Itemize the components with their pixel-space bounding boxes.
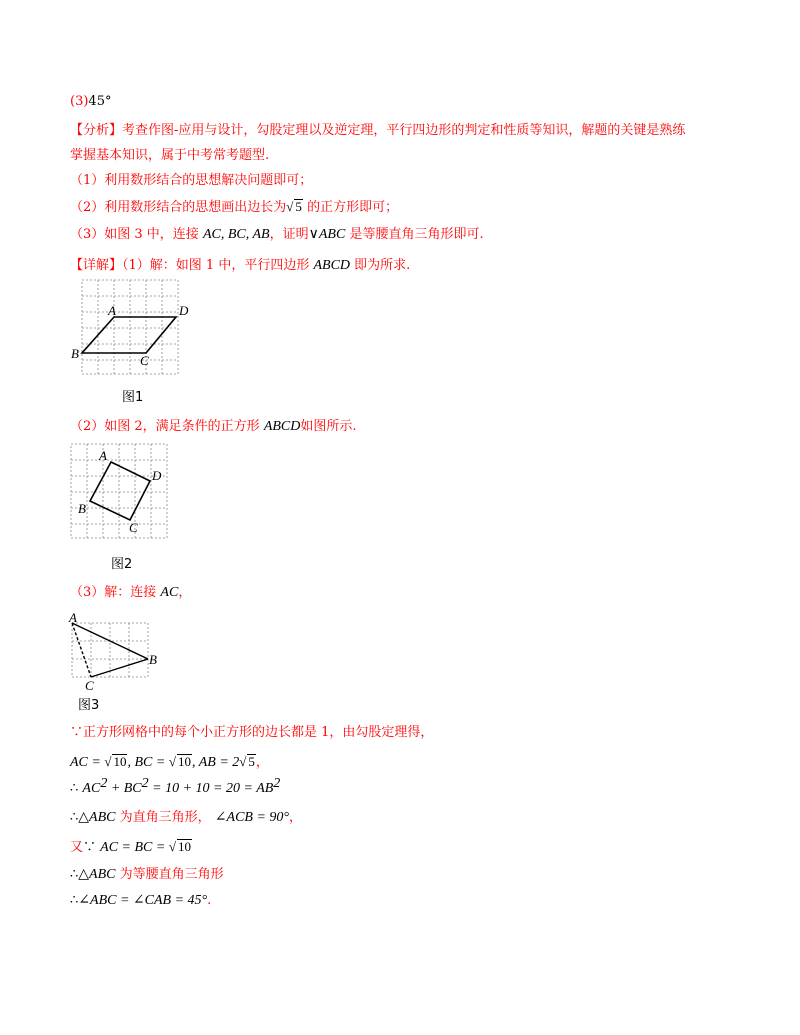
- analysis-tag: 【分析】: [70, 123, 123, 138]
- sqrt-10-b: 10: [177, 754, 191, 769]
- therefore-symbol-2: ∴: [70, 810, 79, 825]
- fig3-label-b: B: [149, 652, 157, 667]
- solution-line-7: [70, 892, 211, 910]
- triangle-abc-1: △ABC: [78, 810, 116, 825]
- analysis-text-1: 考查作图-应用与设计，勾股定理以及逆定理，平行四边形的判定和性质等知识，解题的关键是熟练: [122, 123, 686, 138]
- eq3-ac: AC: [82, 781, 101, 796]
- therefore-symbol-4: ∴: [70, 893, 79, 908]
- fig1-label-b: B: [71, 346, 79, 361]
- analysis-text-2: 掌握基本知识，属于中考常考题型.: [70, 148, 270, 163]
- figure-3-caption: 图3: [78, 698, 100, 713]
- solution-line-4: [70, 809, 302, 827]
- detail-tag: 【详解】: [70, 258, 123, 273]
- period: .: [207, 893, 212, 908]
- eq-ac: AC =: [70, 755, 105, 770]
- fig2-label-a: A: [99, 448, 107, 463]
- analysis-item-3-text-c: 是等腰直角三角形即可.: [349, 227, 484, 242]
- analysis-item-3-text-a: （3）如图 3 中，连接: [70, 227, 199, 242]
- fig2-label-c: C: [129, 520, 138, 535]
- because-symbol-2: ∵: [83, 840, 97, 855]
- figure-1: [71, 278, 189, 378]
- sup-2-c: 2: [273, 776, 281, 791]
- figure-1-caption: 图1: [122, 390, 144, 405]
- part3-answer: 45°: [88, 94, 112, 109]
- analysis-item-1: [70, 172, 312, 190]
- detail-line-3: [70, 584, 191, 602]
- solution-text-1: 正方形网格中的每个小正方形的边长都是 1，由勾股定理得，: [83, 725, 434, 740]
- angle-result: ∠ABC = ∠CAB = 45°: [78, 893, 208, 908]
- sqrt-5-b: 5: [248, 754, 255, 769]
- analysis-item-2-text-a: （2）利用数形结合的思想画出边长为: [70, 200, 287, 215]
- therefore-symbol-3: ∴: [70, 867, 79, 882]
- part3-number: (3): [70, 94, 89, 109]
- detail-p2-text-b: 如图所示.: [300, 419, 357, 434]
- solution-line-5: 又∵ AC = BC = √ 10: [70, 839, 191, 855]
- comma-2: ，: [289, 810, 303, 825]
- square-abcd: [90, 462, 150, 520]
- sqrt-10-c: 10: [178, 839, 191, 854]
- detail-p1-text-a: （1）解：如图 1 中，平行四边形: [122, 258, 310, 273]
- fig2-label-b: B: [78, 501, 86, 516]
- segment-bc: [91, 659, 148, 677]
- detail-p2-math: ABCD: [263, 419, 301, 434]
- figure-2: [68, 441, 178, 541]
- solution-line-6: [70, 866, 224, 884]
- fig1-label-c: C: [140, 353, 149, 368]
- analysis-item-3-text-b: ，证明: [269, 227, 309, 242]
- eq3-bc: + BC: [107, 781, 142, 796]
- detail-line-2: [70, 418, 357, 436]
- analysis-item-3: [70, 226, 484, 244]
- angle-acb: ∠ACB = 90°: [214, 810, 290, 825]
- analysis-item-3-triangle: ∨ABC: [308, 227, 346, 242]
- right-triangle-text: 为直角三角形，: [119, 810, 211, 825]
- detail-p3-text-b: ，: [178, 585, 192, 600]
- comma: ，: [255, 755, 269, 770]
- analysis-item-1-text: （1）利用数形结合的思想解决问题即可；: [70, 173, 313, 188]
- sqrt-5: 5: [295, 199, 302, 214]
- solution-line-2: AC = √ 10, BC = √ 10, AB = 2√ 5，: [70, 754, 269, 770]
- sup-2-a: 2: [100, 776, 108, 791]
- because-symbol: ∵: [70, 725, 84, 740]
- fig3-label-a: A: [69, 610, 77, 625]
- isosceles-right-text: 为等腰直角三角形: [119, 867, 224, 882]
- eq3-rest: = 10 + 10 = 20 = AB: [148, 781, 274, 796]
- analysis-item-3-math: AC, BC, AB: [202, 227, 270, 242]
- fig1-label-a: A: [108, 303, 116, 318]
- solution-line-1: [70, 724, 433, 742]
- triangle-abc-2: △ABC: [78, 867, 116, 882]
- detail-p1-text-b: 即为所求.: [354, 258, 411, 273]
- eq5: AC = BC =: [100, 840, 169, 855]
- figure-2-caption: 图2: [111, 557, 133, 572]
- fig1-label-d: D: [179, 303, 189, 318]
- fig2-label-d: D: [152, 468, 162, 483]
- sqrt-10-a: 10: [113, 754, 127, 769]
- analysis-line-1: [70, 122, 685, 140]
- detail-p2-text-a: （2）如图 2，满足条件的正方形: [70, 419, 260, 434]
- parallelogram-abcd: [82, 317, 176, 353]
- eq-ab: , AB = 2: [191, 755, 240, 770]
- part3-header: [70, 93, 111, 111]
- you-text: 又: [70, 840, 84, 855]
- fig3-label-c: C: [85, 678, 94, 693]
- eq-bc: , BC =: [127, 755, 169, 770]
- therefore-symbol-1: ∴: [70, 781, 79, 796]
- analysis-item-2: （2）利用数形结合的思想画出边长为√ 5 的正方形即可；: [70, 199, 399, 215]
- detail-p3-math: AC: [160, 585, 179, 600]
- solution-line-3: [70, 776, 281, 798]
- analysis-item-2-text-b: 的正方形即可；: [307, 200, 399, 215]
- analysis-line-2: [70, 147, 269, 165]
- detail-line-1: [70, 257, 410, 275]
- sup-2-b: 2: [141, 776, 149, 791]
- figure-3: [68, 611, 168, 691]
- detail-p3-text-a: （3）解：连接: [70, 585, 157, 600]
- detail-p1-math: ABCD: [313, 258, 351, 273]
